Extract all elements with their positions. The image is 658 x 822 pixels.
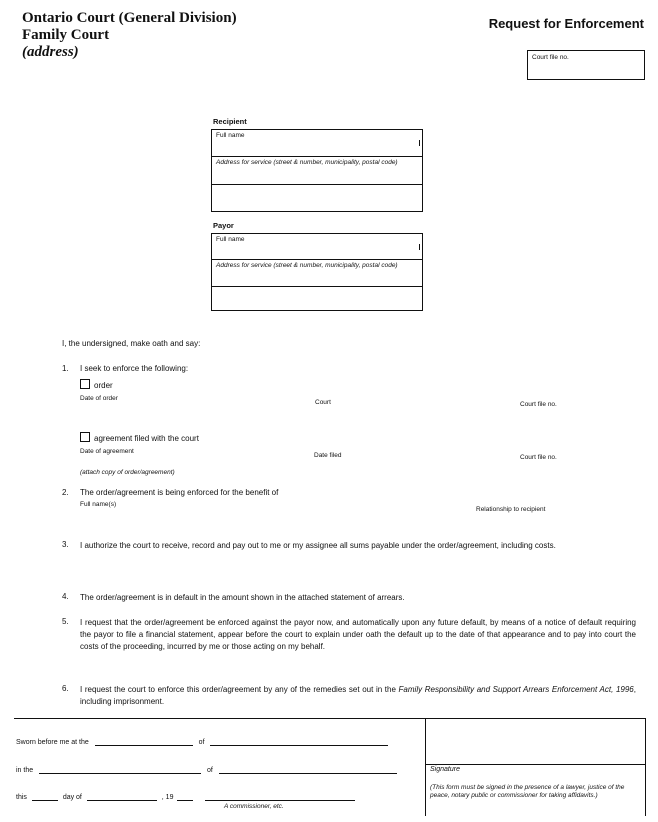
form-title: Request for Enforcement (488, 16, 644, 31)
payor-address-line-2[interactable] (212, 287, 422, 310)
jurat-top-rule (14, 718, 646, 719)
commissioner-label: A commissioner, etc. (224, 803, 284, 810)
jurat-line-2 (16, 767, 397, 774)
sworn-municipality-field[interactable] (210, 745, 388, 746)
court-label: Court (315, 399, 331, 406)
payor-full-name-field[interactable] (212, 234, 422, 260)
in-the-field[interactable] (39, 773, 201, 774)
item4-number: 4. (62, 592, 69, 601)
sworn-location-field[interactable] (95, 745, 193, 746)
agreement-option-label: agreement filed with the court (94, 434, 199, 443)
agreement-option[interactable] (80, 432, 199, 443)
court-file-number-label: Court file no. (532, 54, 569, 61)
item3-number: 3. (62, 540, 69, 549)
jurat-right-rule (645, 718, 646, 816)
in-the-region-field[interactable] (219, 773, 397, 774)
item6-text-c: , including imprisonment. (80, 685, 636, 706)
date-filed-label: Date filed (314, 452, 342, 459)
court-branch: Family Court (22, 27, 110, 43)
month-field[interactable] (87, 800, 157, 801)
payor-full-name-label: Full name (216, 236, 245, 243)
item6-text-a: I request the court to enforce this order/agreement by any of the remedies set out in the (80, 685, 396, 694)
court-name: Ontario Court (General Division) (22, 10, 237, 26)
full-names-label: Full name(s) (80, 501, 117, 508)
commissioner-signature-field[interactable] (205, 800, 355, 801)
year-label: , 19 (161, 794, 174, 801)
court-file-number-field[interactable] (527, 50, 645, 80)
order-option[interactable] (80, 379, 113, 390)
field-tick (419, 244, 420, 250)
payor-heading: Payor (213, 221, 234, 230)
field-tick (419, 140, 420, 146)
court-heading (22, 10, 237, 61)
jurat-divider (425, 718, 426, 816)
relationship-label: Relationship to recipient (476, 506, 546, 513)
court-file-no-label-1: Court file no. (520, 401, 557, 408)
order-option-label: order (94, 381, 113, 390)
of-label-2: of (207, 767, 213, 774)
item5-text: I request that the order/agreement be enforced against the payor now, and automatically upon any future default, by means of a notice of default requiring the payor to file a financial statement, appear before the court to explain under oath the default up to the date of that appearance and to pay into court the costs of the proceeding, incurred by me or those acting on my behalf. (80, 618, 636, 651)
recipient-box (211, 129, 423, 212)
oath-intro: I, the undersigned, make oath and say: (62, 339, 201, 348)
payor-box (211, 233, 423, 311)
item4-text: The order/agreement is in default in the amount shown in the attached statement of arrears. (80, 593, 405, 602)
order-checkbox[interactable] (80, 379, 90, 389)
item2-text: The order/agreement is being enforced for the benefit of (80, 488, 279, 497)
recipient-full-name-label: Full name (216, 132, 245, 139)
signature-label: Signature (430, 766, 460, 773)
signature-line (425, 764, 646, 765)
item6-act-name: Family Responsibility and Support Arrears Enforcement Act, 1996 (398, 685, 634, 694)
payor-address-field[interactable] (212, 260, 422, 287)
item1-number: 1. (62, 364, 69, 373)
year-field[interactable] (177, 800, 193, 801)
jurat-line-3 (16, 794, 355, 801)
item6-text (80, 684, 636, 708)
sworn-before-label: Sworn before me at the (16, 739, 89, 746)
this-label: this (16, 794, 27, 801)
recipient-heading: Recipient (213, 117, 247, 126)
date-of-agreement-label: Date of agreement (80, 448, 134, 455)
day-of-label: day of (62, 794, 82, 801)
jurat-line-1 (16, 739, 388, 746)
item6-number: 6. (62, 684, 69, 693)
recipient-address-label: Address for service (street & number, municipality, postal code) (216, 159, 398, 166)
agreement-checkbox[interactable] (80, 432, 90, 442)
date-of-order-label: Date of order (80, 395, 118, 402)
attach-copy-note: (attach copy of order/agreement) (80, 469, 175, 476)
recipient-address-field[interactable] (212, 157, 422, 185)
payor-address-label: Address for service (street & number, municipality, postal code) (216, 262, 398, 269)
recipient-address-line-2[interactable] (212, 185, 422, 211)
item2-number: 2. (62, 488, 69, 497)
day-field[interactable] (32, 800, 58, 801)
in-the-label: in the (16, 767, 34, 774)
recipient-full-name-field[interactable] (212, 130, 422, 157)
of-label-1: of (198, 739, 205, 746)
signature-note: (This form must be signed in the presence of a lawyer, justice of the peace, notary public or commissioner for taking affidavits.) (430, 784, 625, 799)
item5-number: 5. (62, 617, 69, 626)
item1-text: I seek to enforce the following: (80, 364, 189, 373)
item3-text: I authorize the court to receive, record and pay out to me or my assignee all sums payable under the order/agreement, including costs. (80, 541, 556, 550)
court-address-placeholder: (address) (22, 44, 79, 60)
court-file-no-label-2: Court file no. (520, 454, 557, 461)
